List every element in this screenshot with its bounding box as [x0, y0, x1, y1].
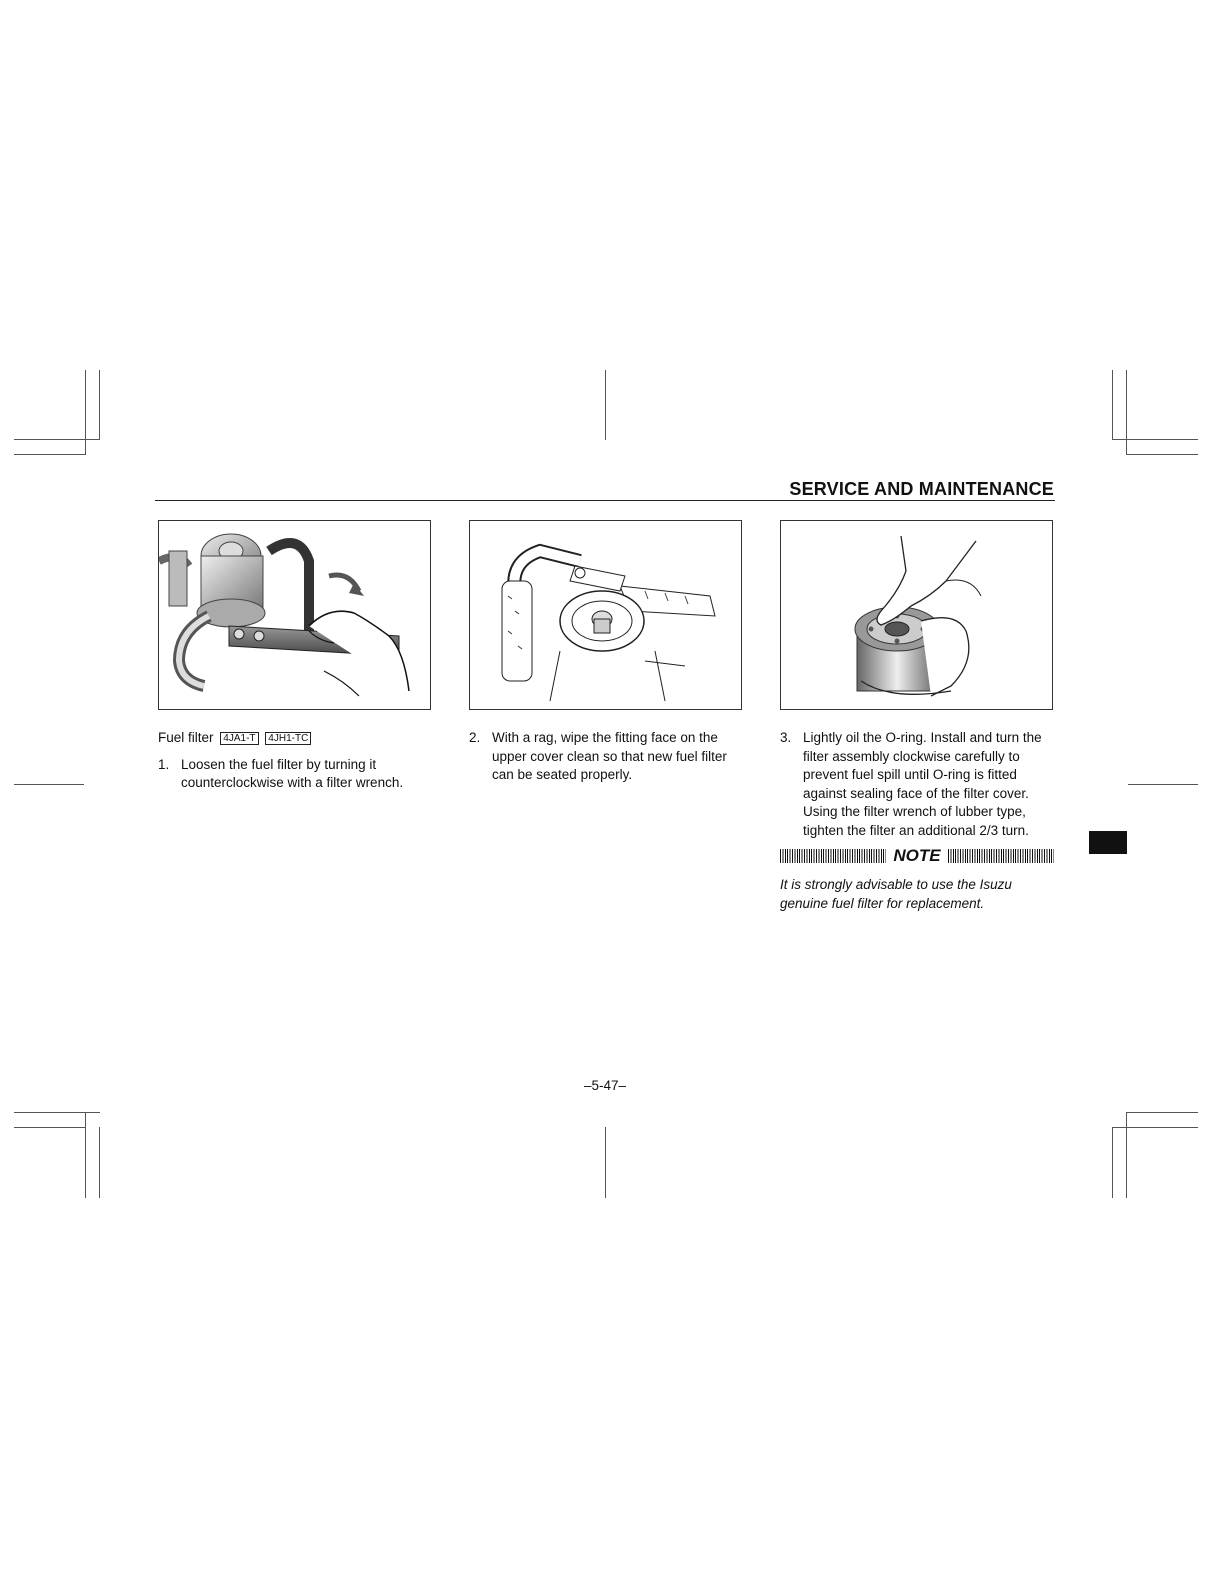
column-3 [780, 729, 1058, 840]
note-text: It is strongly advisable to use the Isuzu genuine fuel filter for replacement. [780, 877, 1012, 911]
model-tag-4ja1-t: 4JA1-T [220, 732, 258, 745]
step-2 [469, 729, 745, 785]
step-3 [780, 729, 1058, 840]
note-hatch-right [948, 849, 1054, 863]
step-1 [158, 756, 430, 793]
note-banner [780, 847, 1054, 865]
model-tag-4jh1-tc: 4JH1-TC [265, 732, 311, 745]
column-1 [158, 729, 430, 793]
step-text: Loosen the fuel filter by turning it counterclockwise with a filter wrench. [181, 756, 404, 790]
fuel-filter-heading: Fuel filter 4JA1-T 4JH1-TC [158, 729, 430, 748]
column-2 [469, 729, 745, 785]
step-text: Lightly oil the O-ring. Install and turn the filter assembly clockwise carefully to prevent fuel spill until O-ring is fitted against sealing face of the filter cover. Using the filter wrench of lubber type, tighten the filter an additional 2/3 turn. [803, 730, 1042, 838]
section-thumb-tab [1089, 831, 1127, 854]
step-number: 2. [469, 730, 481, 745]
page-number: –5-47– [583, 1078, 627, 1093]
figure-install-filter [780, 520, 1053, 710]
figure-upper-cover [469, 520, 742, 710]
section-title: SERVICE AND MAINTENANCE [789, 479, 1054, 499]
note-hatch-left [780, 849, 886, 863]
figure-filter-wrench [158, 520, 431, 710]
header-rule [155, 500, 1055, 501]
note-label: NOTE [893, 846, 941, 865]
step-number: 3. [780, 730, 792, 745]
step-number: 1. [158, 756, 170, 772]
step-text: With a rag, wipe the fitting face on the upper cover clean so that new fuel filter can be seated properly. [492, 730, 727, 782]
